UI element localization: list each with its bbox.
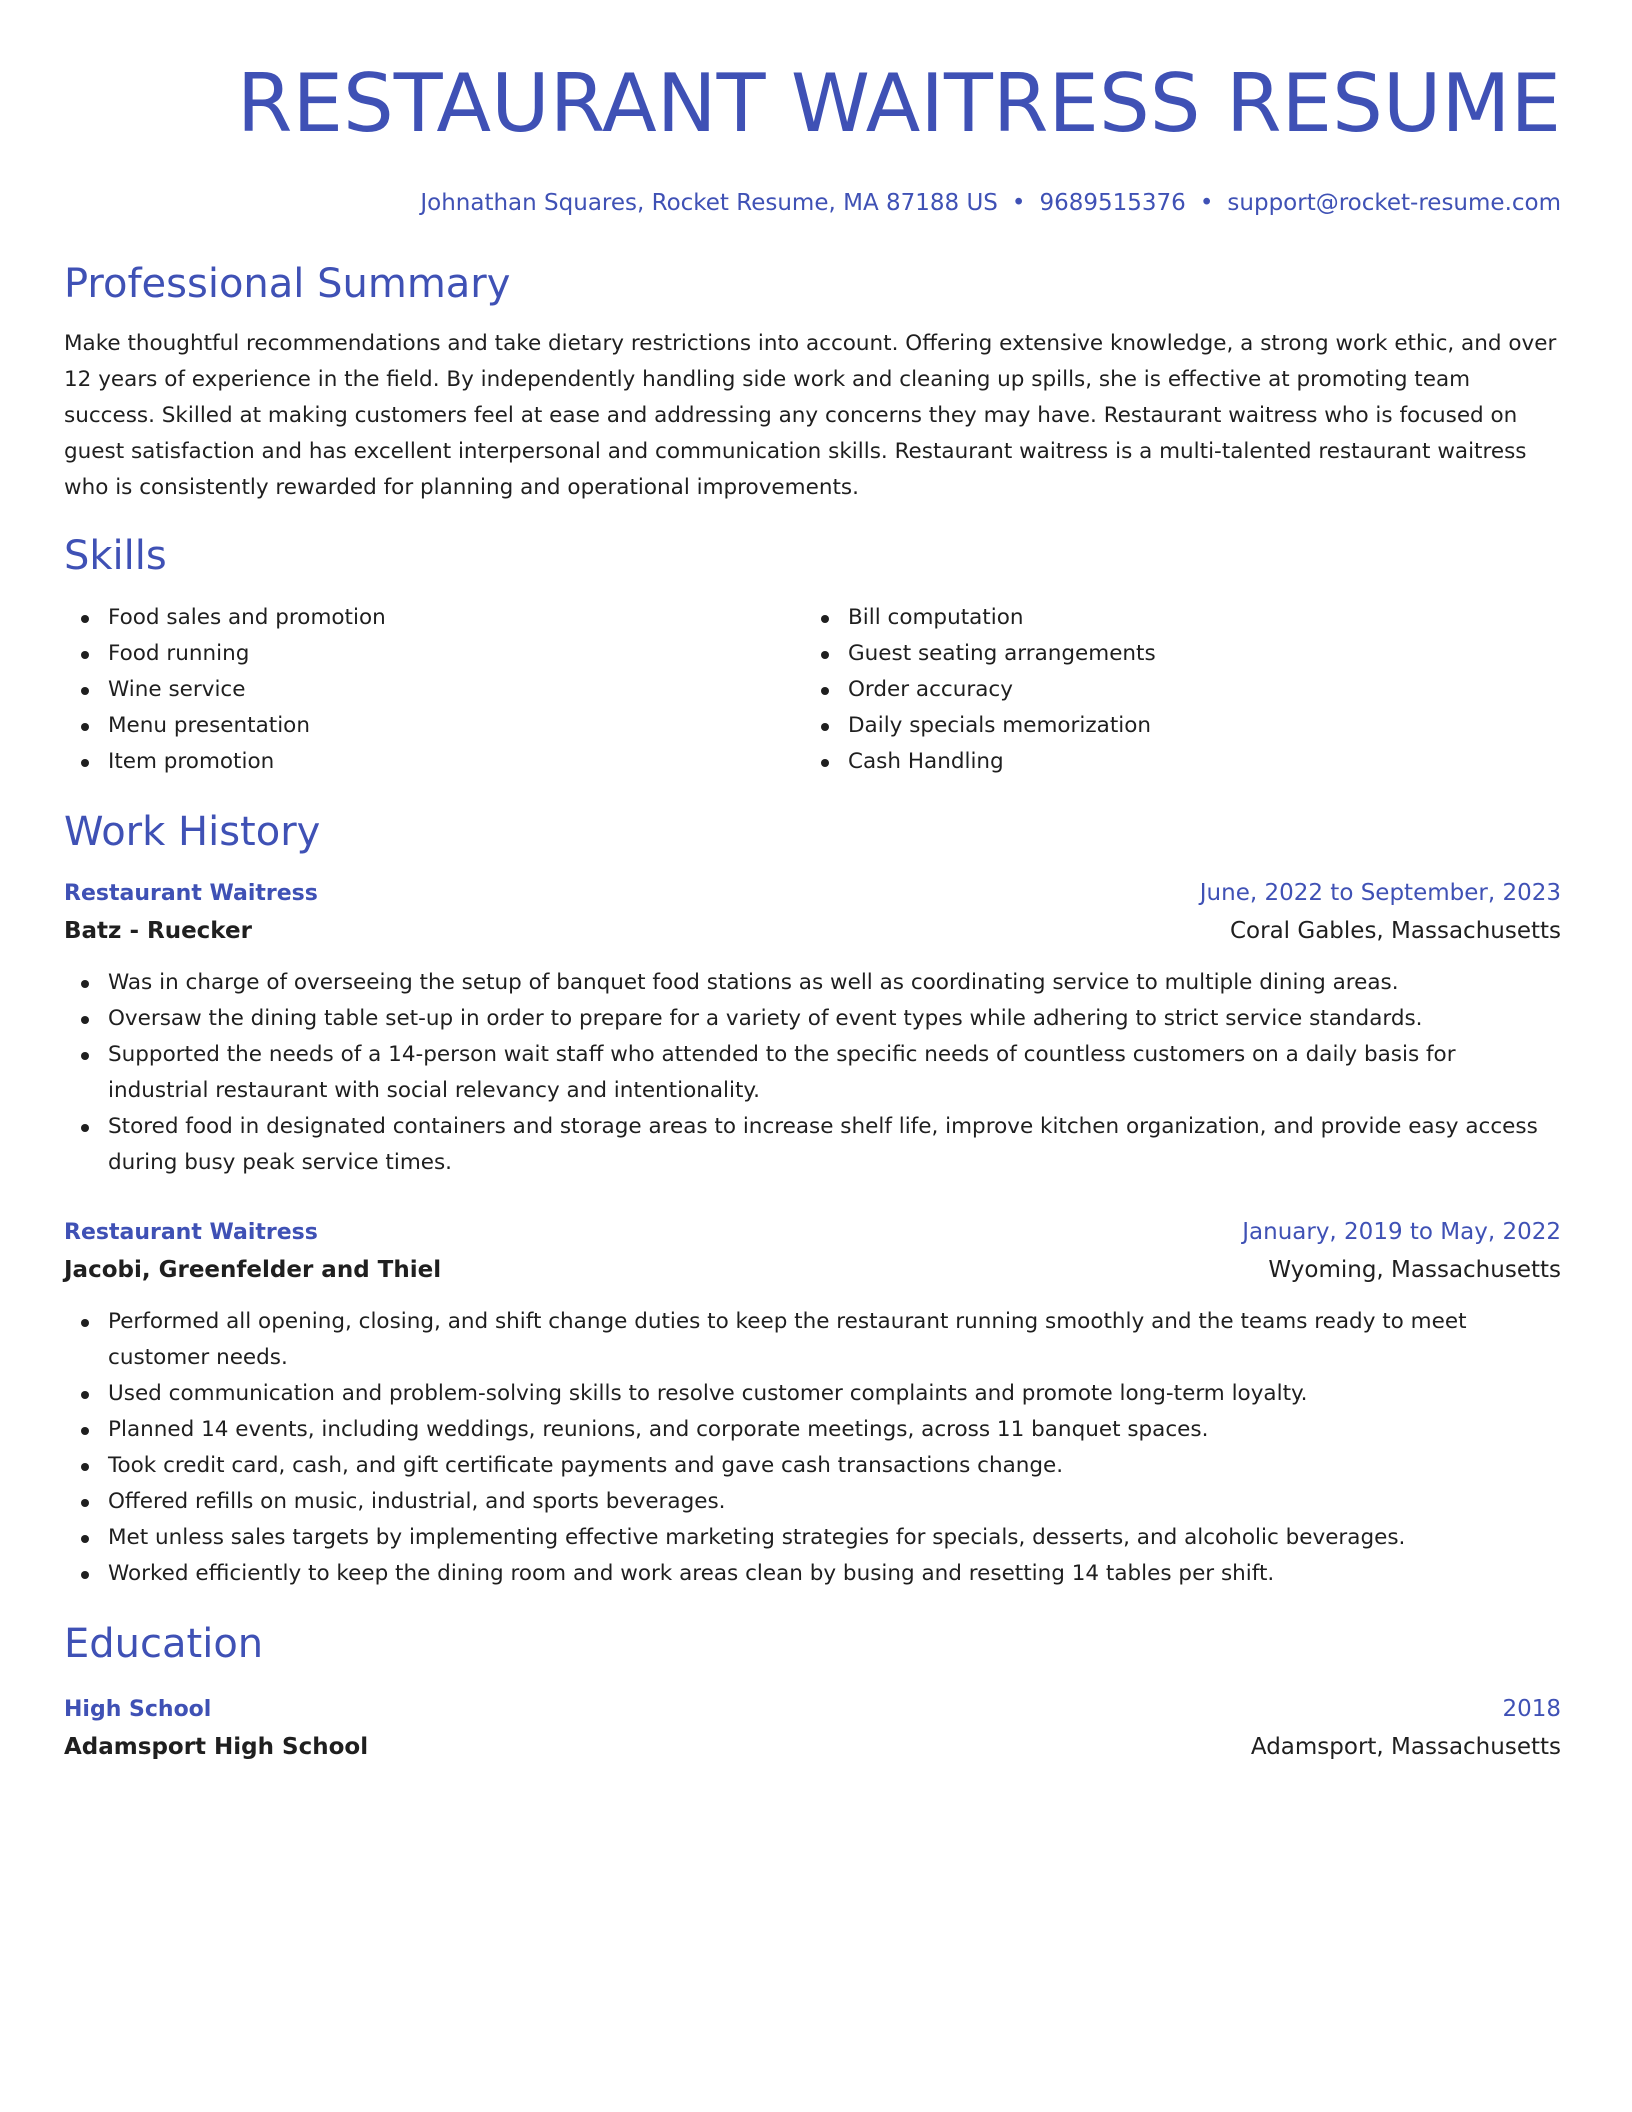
skill-item: Order accuracy — [804, 672, 1544, 708]
job-dates: January, 2019 to May, 2022 — [1242, 1219, 1561, 1245]
skill-item: Guest seating arrangements — [804, 636, 1544, 672]
education-degree: High School — [64, 1697, 212, 1722]
skill-item: Cash Handling — [804, 744, 1544, 780]
job-bullet: Offered refills on music, industrial, and sports beverages. — [64, 1484, 1561, 1520]
job-bullet: Met unless sales targets by implementing effective marketing strategies for specials, desserts, and alcoholic beverages. — [64, 1520, 1561, 1556]
job-bullet: Planned 14 events, including weddings, reunions, and corporate meetings, across 11 banquet spaces. — [64, 1412, 1561, 1448]
skill-item: Food running — [64, 636, 804, 672]
summary-text: Make thoughtful recommendations and take dietary restrictions into account. Offering extensive knowledge, a strong work ethic, and over 12 years of experience in the field. By independently handling side work and cleaning up spills, she is effective at promoting team success. Skilled at making customers feel at ease and addressing any concerns they may have. Restaurant waitress who is focused on guest satisfaction and has excellent interpersonal and communication skills. Restaurant waitress is a multi-talented restaurant waitress who is consistently rewarded for planning and operational improvements. — [64, 331, 1557, 500]
job-entry — [64, 1215, 1561, 1592]
contact-line — [64, 188, 1561, 218]
contact-separator: • — [1011, 190, 1026, 216]
summary-heading: Professional Summary — [64, 261, 511, 307]
job-bullet: Performed all opening, closing, and shift change duties to keep the restaurant running smoothly and the teams ready to meet customer needs. — [64, 1304, 1561, 1376]
job-location: Coral Gables, Massachusetts — [1230, 918, 1561, 944]
job-title: Restaurant Waitress — [64, 881, 318, 906]
skill-item: Food sales and promotion — [64, 600, 804, 636]
contact-phone: 9689515376 — [1039, 190, 1186, 216]
job-bullet: Worked efficiently to keep the dining room and work areas clean by busing and resetting 14 tables per shift. — [64, 1556, 1561, 1592]
job-title: Restaurant Waitress — [64, 1220, 318, 1245]
job-entry — [64, 876, 1561, 1181]
job-company: Jacobi, Greenfelder and Thiel — [64, 1257, 442, 1283]
education-heading: Education — [64, 1621, 264, 1667]
skill-item: Bill computation — [804, 600, 1544, 636]
skill-item: Wine service — [64, 672, 804, 708]
education-entry — [64, 1692, 1561, 1767]
skills-column-left — [64, 600, 804, 780]
job-bullet: Stored food in designated containers and storage areas to increase shelf life, improve kitchen organization, and provide easy access during busy peak service times. — [64, 1109, 1561, 1181]
skill-item: Menu presentation — [64, 708, 804, 744]
job-bullet: Used communication and problem-solving skills to resolve customer complaints and promote long-term loyalty. — [64, 1376, 1561, 1412]
job-bullet: Took credit card, cash, and gift certificate payments and gave cash transactions change. — [64, 1448, 1561, 1484]
job-dates: June, 2022 to September, 2023 — [1199, 880, 1561, 906]
skills-column-right — [804, 600, 1544, 780]
contact-separator: • — [1199, 190, 1214, 216]
job-bullet: Supported the needs of a 14-person wait staff who attended to the specific needs of countless customers on a daily basis for industrial restaurant with social relevancy and intentionality. — [64, 1037, 1561, 1109]
skills-list — [64, 600, 1561, 780]
job-bullet: Was in charge of overseeing the setup of banquet food stations as well as coordinating service to multiple dining areas. — [64, 965, 1561, 1001]
education-year: 2018 — [1502, 1696, 1561, 1722]
resume-title: RESTAURANT WAITRESS RESUME — [236, 57, 1561, 150]
contact-email: support@rocket-resume.com — [1227, 190, 1561, 216]
education-school: Adamsport High School — [64, 1734, 369, 1760]
job-bullets — [64, 1304, 1561, 1592]
work-history-heading: Work History — [64, 809, 321, 855]
skill-item: Daily specials memorization — [804, 708, 1544, 744]
job-location: Wyoming, Massachusetts — [1268, 1257, 1561, 1283]
education-location: Adamsport, Massachusetts — [1250, 1734, 1561, 1760]
contact-address: Johnathan Squares, Rocket Resume, MA 87188 US — [420, 190, 998, 216]
skill-item: Item promotion — [64, 744, 804, 780]
job-bullet: Oversaw the dining table set-up in order to prepare for a variety of event types while adhering to strict service standards. — [64, 1001, 1561, 1037]
resume-page — [64, 0, 1561, 1767]
job-company: Batz - Ruecker — [64, 918, 252, 944]
job-bullets — [64, 965, 1561, 1181]
skills-heading: Skills — [64, 533, 167, 579]
